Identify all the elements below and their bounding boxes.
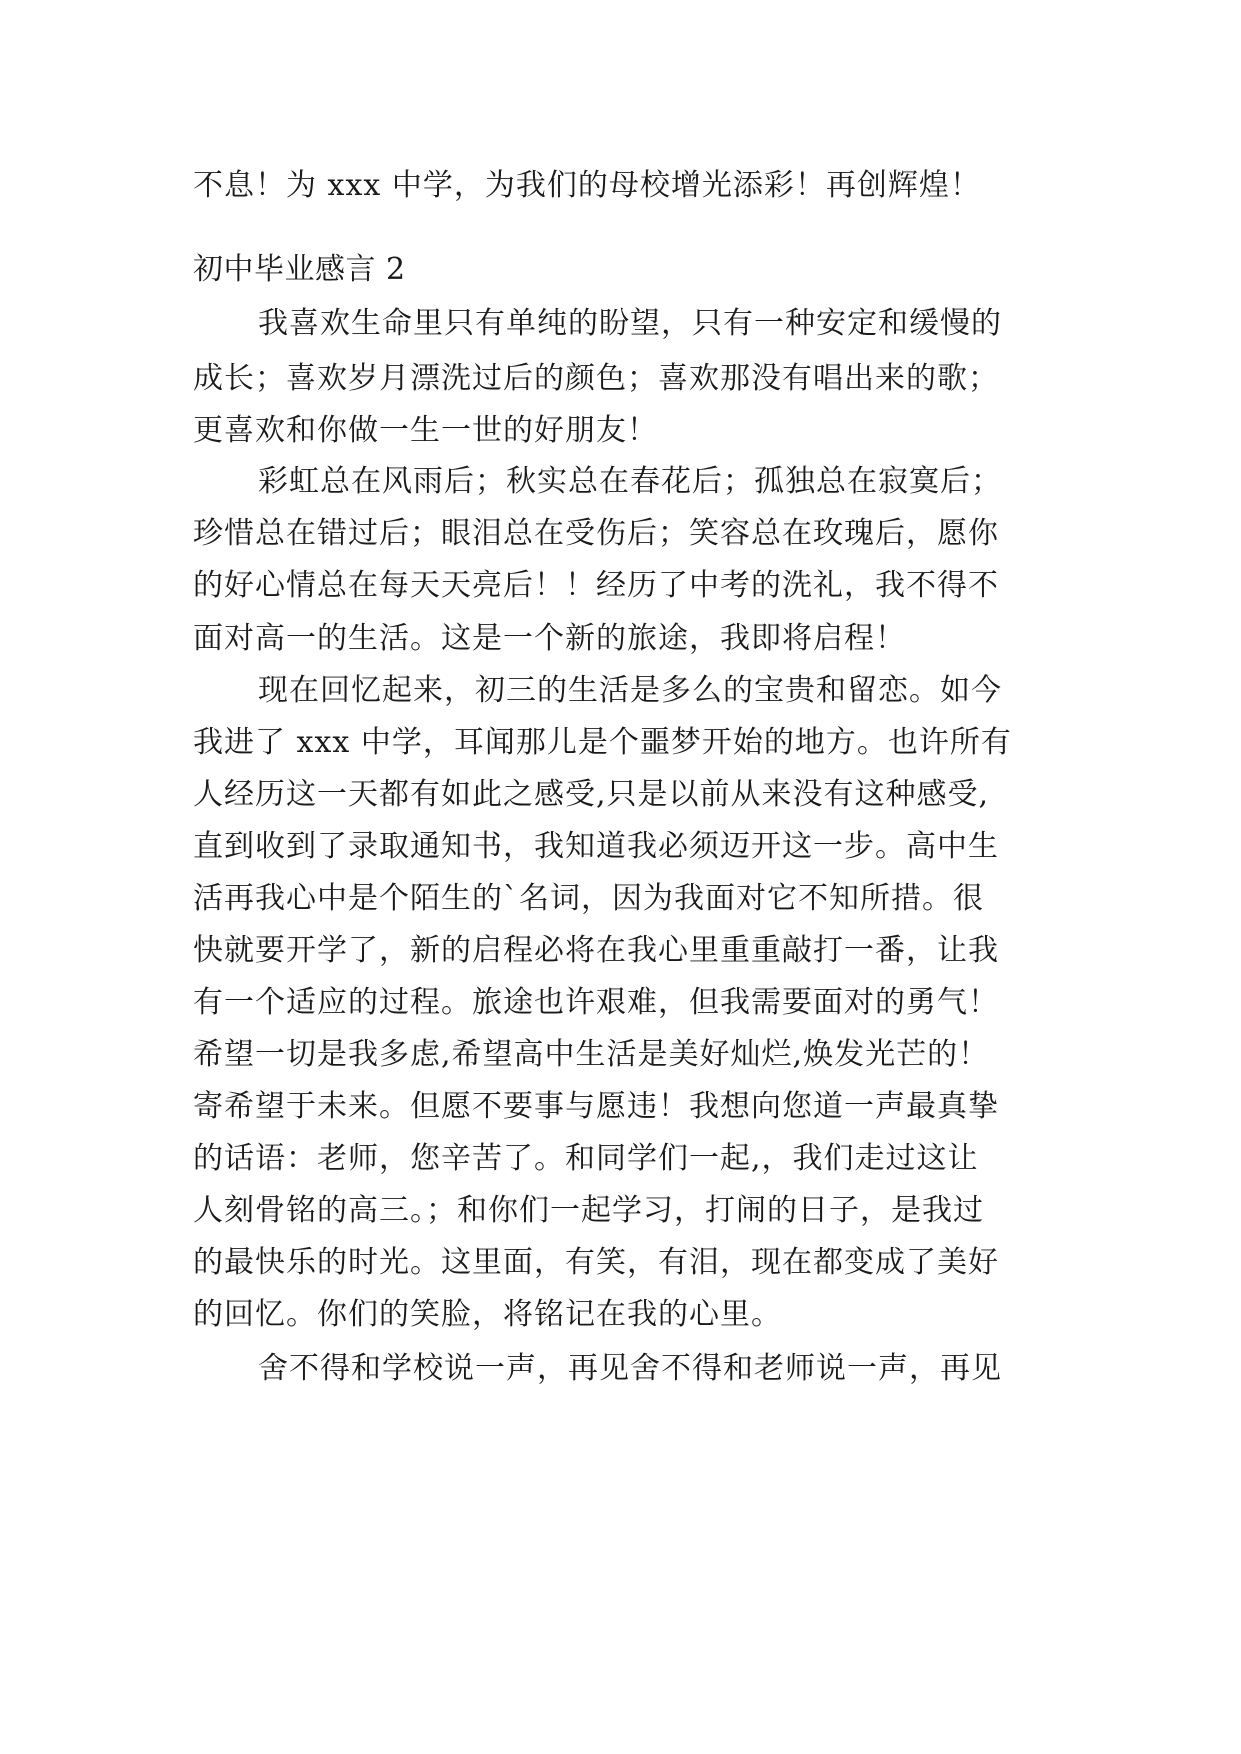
paragraph-line: 活再我心中是个陌生的`名词，因为我面对它不知所措。很 bbox=[193, 881, 984, 916]
paragraph-line: 快就要开学了，新的启程必将在我心里重重敲打一番，让我 bbox=[193, 933, 999, 968]
continued-text-line: 不息！为 xxx 中学，为我们的母校增光添彩！再创辉煌！ bbox=[193, 168, 981, 203]
paragraph-line: 有一个适应的过程。旅途也许艰难，但我需要面对的勇气！ bbox=[193, 985, 999, 1020]
paragraph-line: 我喜欢生命里只有单纯的盼望，只有一种安定和缓慢的 bbox=[258, 306, 1002, 341]
paragraph-line: 珍惜总在错过后；眼泪总在受伤后；笑容总在玫瑰后，愿你 bbox=[193, 516, 999, 551]
paragraph-line: 的最快乐的时光。这里面，有笑，有泪，现在都变成了美好 bbox=[193, 1245, 999, 1280]
paragraph-line: 面对高一的生活。这是一个新的旅途，我即将启程！ bbox=[193, 621, 906, 656]
paragraph-line: 我进了 xxx 中学，耳闻那儿是个噩梦开始的地方。也许所有 bbox=[193, 725, 1012, 760]
paragraph-line: 现在回忆起来，初三的生活是多么的宝贵和留恋。如今 bbox=[258, 673, 1002, 708]
paragraph-line: 舍不得和学校说一声，再见舍不得和老师说一声，再见 bbox=[258, 1351, 1002, 1386]
paragraph-line: 的好心情总在每天天亮后！！经历了中考的洗礼，我不得不 bbox=[193, 568, 999, 603]
paragraph-line: 直到收到了录取通知书，我知道我必须迈开这一步。高中生 bbox=[193, 829, 999, 864]
paragraph-line: 更喜欢和你做一生一世的好朋友！ bbox=[193, 413, 658, 448]
paragraph-line: 彩虹总在风雨后；秋实总在春花后；孤独总在寂寞后； bbox=[258, 464, 1002, 499]
paragraph-line: 寄希望于未来。但愿不要事与愿违！我想向您道一声最真挚 bbox=[193, 1089, 999, 1124]
paragraph-line: 人刻骨铭的高三。；和你们一起学习，打闹的日子，是我过 bbox=[193, 1193, 984, 1228]
paragraph-line: 的话语：老师，您辛苦了。和同学们一起,，我们走过这让 bbox=[193, 1141, 979, 1176]
paragraph-line: 希望一切是我多虑,希望高中生活是美好灿烂,焕发光芒的！ bbox=[193, 1037, 990, 1072]
section-title: 初中毕业感言 2 bbox=[193, 252, 406, 287]
paragraph-line: 的回忆。你们的笑脸，将铭记在我的心里。 bbox=[193, 1297, 782, 1332]
paragraph-line: 人经历这一天都有如此之感受,只是以前从来没有这种感受, bbox=[193, 777, 990, 812]
paragraph-line: 成长；喜欢岁月漂洗过后的颜色；喜欢那没有唱出来的歌； bbox=[193, 361, 999, 396]
